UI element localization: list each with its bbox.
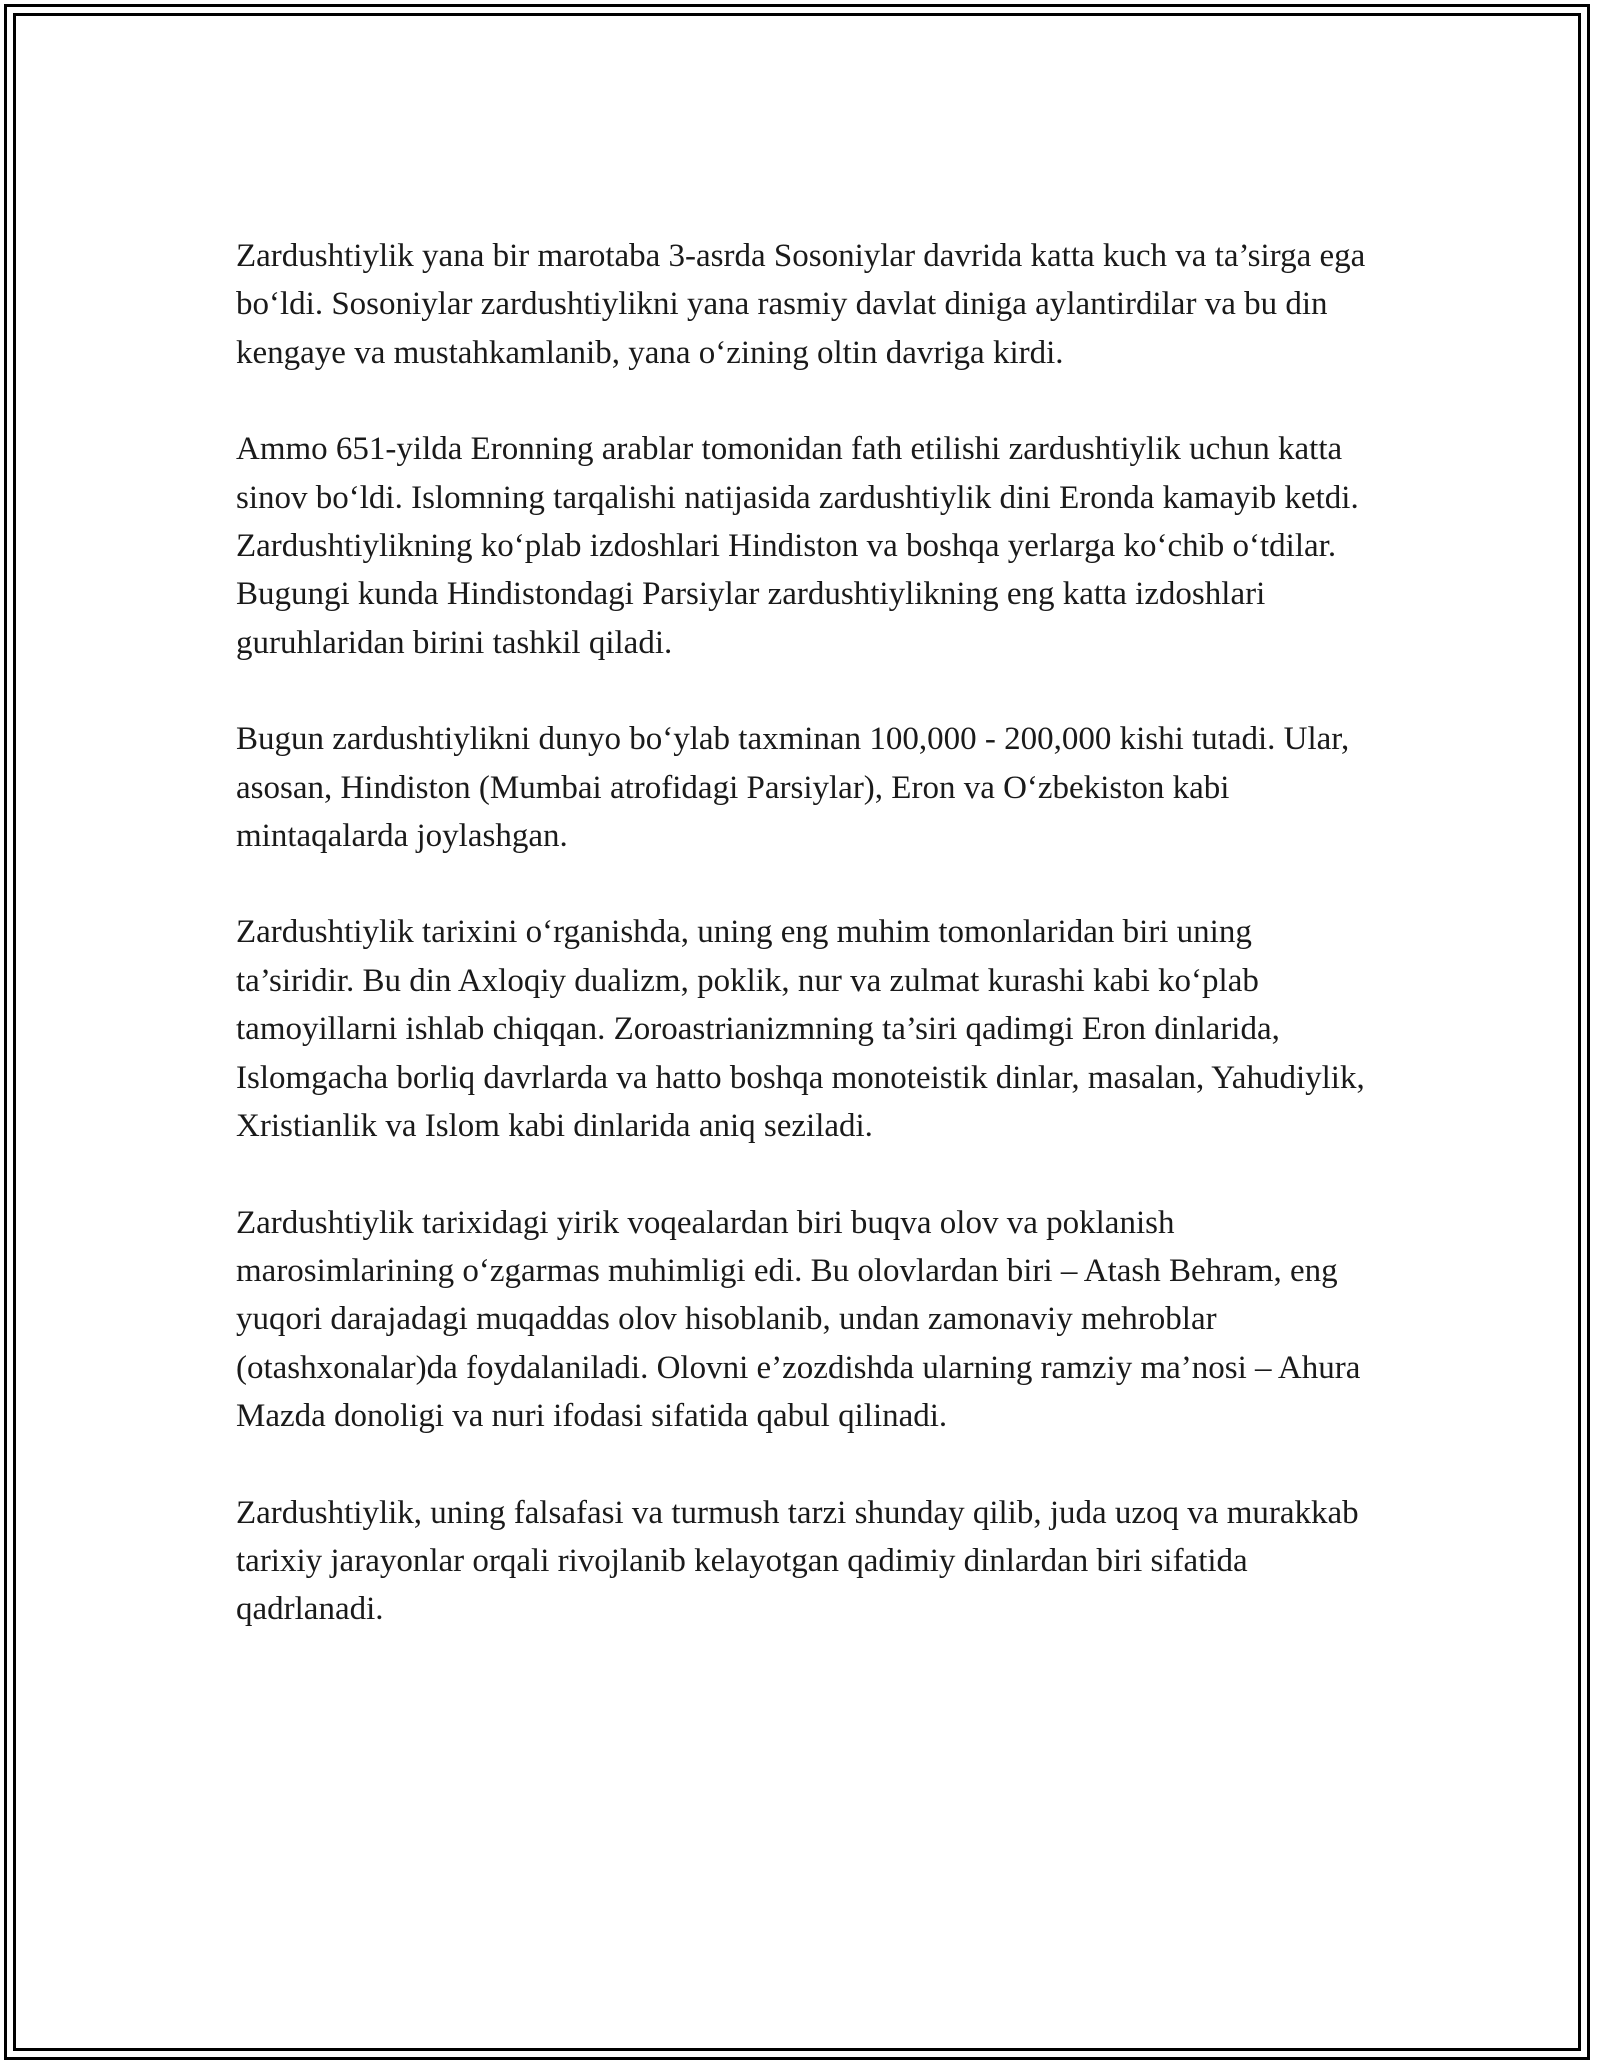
paragraph-sosoniylar: Zardushtiylik yana bir marotaba 3-asrda Sosoniylar davrida katta kuch va ta’sirga ega bo‘ldi. Sosoniylar zardushtiylikni yana rasmiy davlat diniga aylantirdilar va bu din kengaye va mustahkamlanib, yana o‘zining oltin davriga kirdi. <box>236 238 1366 371</box>
paragraph-influence: Zardushtiylik tarixini o‘rganishda, uning eng muhim tomonlaridan biri uning ta’siridir. Bu din Axloqiy dualizm, poklik, nur va zulmat kurashi kabi ko‘plab tamoyillarni ishlab chiqqan. Zoroastrianizmning ta’siri qadimgi Eron dinlarida, Islomgacha borliq davrlarda va hatto boshqa monoteistik dinlar, masalan, Yahudiylik, Xristianlik va Islom kabi dinlarida aniq seziladi. <box>236 914 1365 1145</box>
paragraph-arab-conquest: Ammo 651-yilda Eronning arablar tomonidan fath etilishi zardushtiylik uchun katta sinov bo‘ldi. Islomning tarqalishi natijasida zardushtiylik dini Eronda kamayib ketdi. Zardushtiylikning ko‘plab izdoshlari Hindiston va boshqa yerlarga ko‘chib o‘tdilar. Bugungi kunda Hindistondagi Parsiylar zardushtiylikning eng katta izdoshlari guruhlaridan birini tashkil qiladi. <box>236 431 1359 661</box>
paragraph-followers-today: Bugun zardushtiylikni dunyo bo‘ylab taxminan 100,000 - 200,000 kishi tutadi. Ular, asosan, Hindiston (Mumbai atrofidagi Parsiylar), Eron va O‘zbekiston kabi mintaqalarda joylashgan. <box>236 721 1350 855</box>
document-body <box>236 232 1376 1682</box>
paragraph-conclusion: Zardushtiylik, uning falsafasi va turmush tarzi shunday qilib, juda uzoq va murakkab tarixiy jarayonlar orqali rivojlanib kelayotgan qadimiy dinlardan biri sifatida qadrlanadi. <box>236 1494 1359 1628</box>
paragraph-fire-rituals: Zardushtiylik tarixidagi yirik voqealardan biri buqva olov va poklanish marosimlarining o‘zgarmas muhimligi edi. Bu olovlardan biri – Atash Behram, eng yuqori darajadagi muqaddas olov hisoblanib, undan zamonaviy mehroblar (otashxonalar)da foydalaniladi. Olovni e’zozdishda ularning ramziy ma’nosi – Ahura Mazda donoligi va nuri ifodasi sifatida qabul qilinadi. <box>236 1204 1361 1435</box>
